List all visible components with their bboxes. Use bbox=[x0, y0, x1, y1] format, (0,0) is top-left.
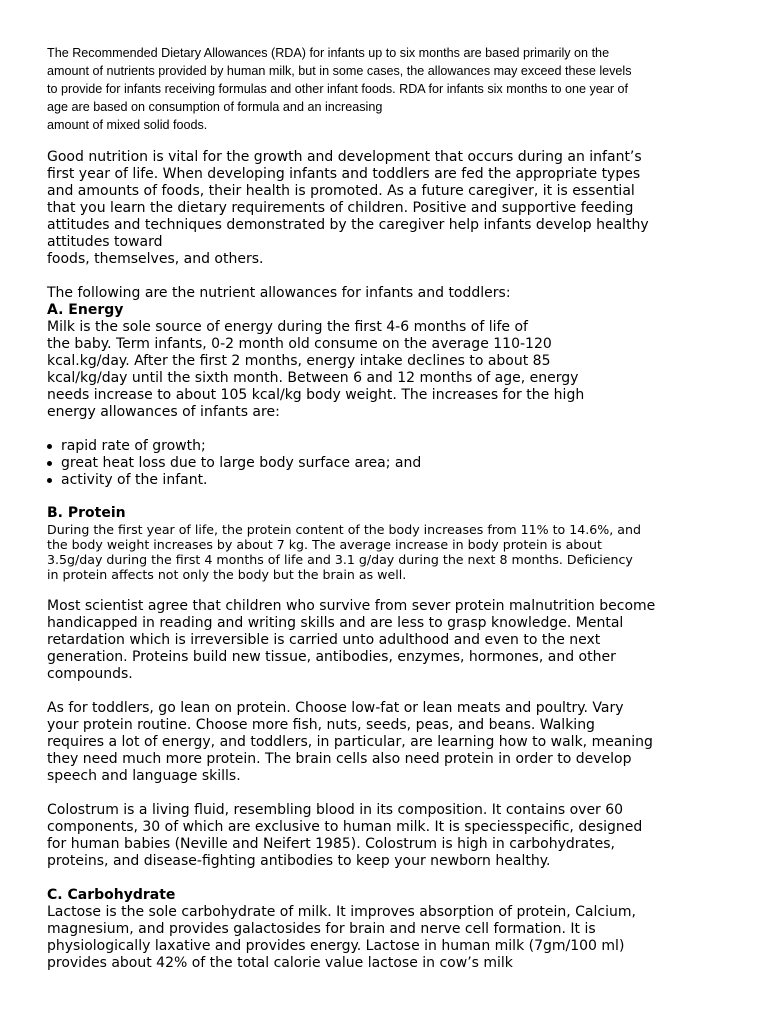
list-item-text: rapid rate of growth; bbox=[61, 438, 206, 454]
text-line: the baby. Term infants, 0-2 month old consume on the average 110-120 bbox=[47, 336, 552, 352]
list-item-text: great heat loss due to large body surface area; and bbox=[61, 455, 422, 471]
text-line: kcal/kg/day until the sixth month. Between 6 and 12 months of age, energy bbox=[47, 370, 579, 386]
text-line: in protein affects not only the body but the brain as well. bbox=[47, 567, 407, 582]
text-line: As for toddlers, go lean on protein. Choose low-fat or lean meats and poultry. Vary bbox=[47, 700, 624, 716]
text-line: first year of life. When developing infants and toddlers are fed the appropriate types bbox=[47, 166, 641, 182]
text-line: Colostrum is a living fluid, resembling blood in its composition. It contains over 60 bbox=[47, 802, 624, 818]
text-line: the body weight increases by about 7 kg. The average increase in body protein is about bbox=[47, 537, 602, 552]
text-line: Lactose is the sole carbohydrate of milk. It improves absorption of protein, Calcium, bbox=[47, 904, 636, 920]
text-line: needs increase to about 105 kcal/kg body weight. The increases for the high bbox=[47, 387, 585, 403]
text-line: The following are the nutrient allowances for infants and toddlers: bbox=[47, 285, 511, 301]
list-item bbox=[47, 472, 727, 489]
text-line: they need much more protein. The brain cells also need protein in order to develop bbox=[47, 751, 632, 767]
bullet-icon bbox=[47, 478, 52, 483]
colostrum-paragraph bbox=[47, 802, 727, 870]
text-line: and amounts of foods, their health is promoted. As a future caregiver, it is essential bbox=[47, 183, 635, 199]
carbohydrate-paragraph bbox=[47, 904, 727, 972]
text-line: Most scientist agree that children who survive from sever protein malnutrition become bbox=[47, 598, 656, 614]
text-line: energy allowances of infants are: bbox=[47, 404, 280, 420]
text-line: retardation which is irreversible is carried unto adulthood and even to the next bbox=[47, 632, 601, 648]
list-item bbox=[47, 438, 727, 455]
bullet-icon bbox=[47, 444, 52, 449]
text-line: amount of nutrients provided by human milk, but in some cases, the allowances may exceed these levels bbox=[47, 64, 632, 78]
text-line: magnesium, and provides galactosides for brain and nerve cell formation. It is bbox=[47, 921, 596, 937]
protein-heading: B. Protein bbox=[47, 505, 126, 521]
allowances-intro bbox=[47, 285, 727, 302]
text-line: compounds. bbox=[47, 666, 133, 682]
text-line: During the first year of life, the protein content of the body increases from 11% to 14.6%, and bbox=[47, 522, 641, 537]
text-line: proteins, and disease-fighting antibodies to keep your newborn healthy. bbox=[47, 853, 551, 869]
protein-paragraph bbox=[47, 522, 727, 582]
text-line: requires a lot of energy, and toddlers, in particular, are learning how to walk, meaning bbox=[47, 734, 653, 750]
text-line: your protein routine. Choose more fish, nuts, seeds, peas, and beans. Walking bbox=[47, 717, 595, 733]
text-line: attitudes and techniques demonstrated by the caregiver help infants develop healthy bbox=[47, 217, 649, 233]
energy-paragraph bbox=[47, 319, 727, 421]
energy-bullet-list bbox=[47, 438, 727, 489]
toddler-protein-paragraph bbox=[47, 700, 727, 785]
text-line: attitudes toward bbox=[47, 234, 163, 250]
text-line: Good nutrition is vital for the growth and development that occurs during an infant’s bbox=[47, 149, 642, 165]
text-line: for human babies (Neville and Neifert 1985). Colostrum is high in carbohydrates, bbox=[47, 836, 615, 852]
list-item-text: activity of the infant. bbox=[61, 472, 208, 488]
text-line: The Recommended Dietary Allowances (RDA) for infants up to six months are based primarily on the bbox=[47, 46, 610, 60]
text-line: provides about 42% of the total calorie value lactose in cow’s milk bbox=[47, 955, 513, 971]
text-line: amount of mixed solid foods. bbox=[47, 118, 208, 132]
text-line: speech and language skills. bbox=[47, 768, 241, 784]
text-line: physiologically laxative and provides energy. Lactose in human milk (7gm/100 ml) bbox=[47, 938, 625, 954]
document-page bbox=[47, 44, 727, 972]
text-line: generation. Proteins build new tissue, antibodies, enzymes, hormones, and other bbox=[47, 649, 616, 665]
rda-intro-paragraph bbox=[47, 44, 727, 134]
nutrition-paragraph bbox=[47, 149, 727, 268]
energy-heading: A. Energy bbox=[47, 302, 124, 318]
carbohydrate-heading: C. Carbohydrate bbox=[47, 887, 176, 903]
bullet-icon bbox=[47, 461, 52, 466]
text-line: kcal.kg/day. After the first 2 months, energy intake declines to about 85 bbox=[47, 353, 551, 369]
text-line: handicapped in reading and writing skills and are less to grasp knowledge. Mental bbox=[47, 615, 624, 631]
list-item bbox=[47, 455, 727, 472]
text-line: age are based on consumption of formula and an increasing bbox=[47, 100, 383, 114]
text-line: 3.5g/day during the first 4 months of life and 3.1 g/day during the next 8 months. Deficiency bbox=[47, 552, 633, 567]
text-line: foods, themselves, and others. bbox=[47, 251, 264, 267]
malnutrition-paragraph bbox=[47, 598, 727, 683]
text-line: components, 30 of which are exclusive to human milk. It is speciesspecific, designed bbox=[47, 819, 643, 835]
text-line: that you learn the dietary requirements of children. Positive and supportive feeding bbox=[47, 200, 634, 216]
text-line: Milk is the sole source of energy during the first 4-6 months of life of bbox=[47, 319, 528, 335]
text-line: to provide for infants receiving formulas and other infant foods. RDA for infants six months to one year of bbox=[47, 82, 629, 96]
